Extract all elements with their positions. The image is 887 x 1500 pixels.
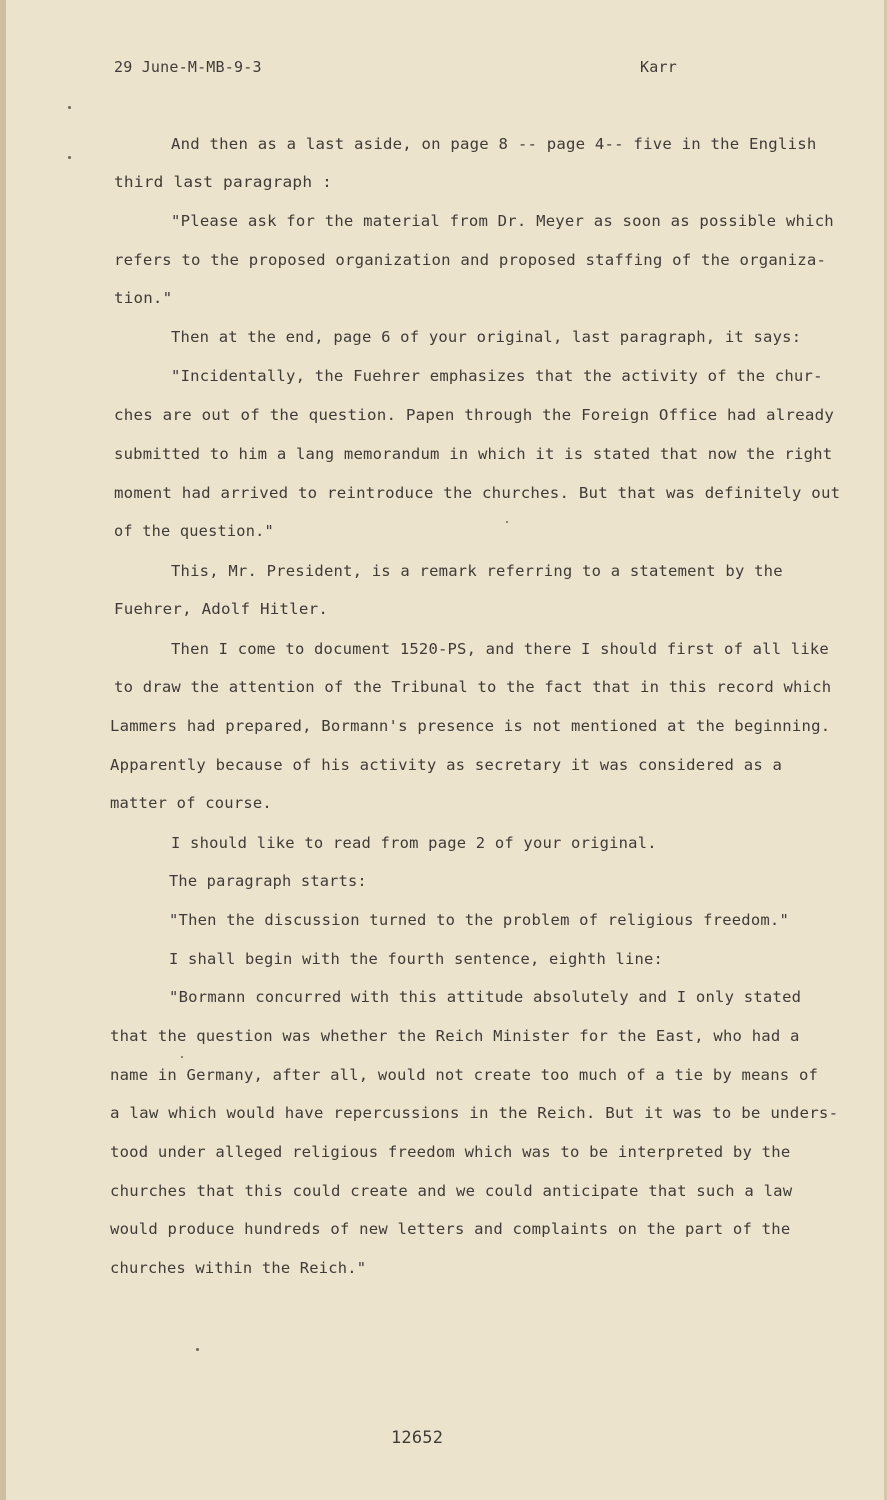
text-line: "Incidentally, the Fuehrer emphasizes that the activity of the chur-: [171, 367, 823, 385]
transcript-reference: 29 June-M-MB-9-3: [114, 58, 262, 76]
text-line: Then at the end, page 6 of your original, last paragraph, it says:: [171, 328, 802, 346]
text-line: submitted to him a lang memorandum in which it is stated that now the right: [114, 445, 833, 463]
text-line: tood under alleged religious freedom which was to be interpreted by the: [110, 1143, 791, 1161]
text-line: Lammers had prepared, Bormann's presence is not mentioned at the beginning.: [110, 717, 831, 735]
text-line: And then as a last aside, on page 8 -- page 4-- five in the English: [171, 135, 817, 153]
paper-speck: [196, 1348, 199, 1351]
text-line: ches are out of the question. Papen through the Foreign Office had already: [114, 406, 835, 424]
text-line: third last paragraph :: [114, 173, 333, 191]
text-line: name in Germany, after all, would not create too much of a tie by means of: [110, 1066, 819, 1084]
text-line: that the question was whether the Reich Minister for the East, who had a: [110, 1027, 800, 1045]
page-number: 12652: [391, 1428, 444, 1448]
text-line: I should like to read from page 2 of your original.: [171, 834, 657, 852]
text-line: "Please ask for the material from Dr. Meyer as soon as possible which: [171, 212, 834, 230]
text-line: churches within the Reich.": [110, 1259, 367, 1277]
paper-speck: [181, 1056, 183, 1058]
text-line: tion.": [114, 289, 173, 307]
text-line: "Bormann concurred with this attitude absolutely and I only stated: [169, 988, 802, 1006]
text-line: Then I come to document 1520-PS, and there I should first of all like: [171, 640, 829, 658]
paper-speck: [68, 156, 71, 159]
text-line: to draw the attention of the Tribunal to the fact that in this record which: [114, 678, 832, 696]
text-line: Fuehrer, Adolf Hitler.: [114, 600, 329, 618]
text-line: refers to the proposed organization and proposed staffing of the organiza-: [114, 251, 827, 269]
text-line: a law which would have repercussions in the Reich. But it was to be unders-: [110, 1104, 839, 1122]
text-line: churches that this could create and we could anticipate that such a law: [110, 1182, 793, 1200]
text-line: of the question.": [114, 522, 274, 540]
paper-speck: [506, 521, 508, 523]
text-line: I shall begin with the fourth sentence, eighth line:: [169, 950, 663, 968]
text-line: "Then the discussion turned to the problem of religious freedom.": [169, 911, 789, 929]
text-line: moment had arrived to reintroduce the churches. But that was definitely out: [114, 484, 841, 502]
text-line: This, Mr. President, is a remark referring to a statement by the: [171, 562, 783, 580]
text-line: The paragraph starts:: [169, 872, 367, 890]
paper-speck: [68, 106, 71, 109]
text-line: Apparently because of his activity as secretary it was considered as a: [110, 756, 783, 774]
text-line: would produce hundreds of new letters and complaints on the part of the: [110, 1220, 791, 1238]
text-line: matter of course.: [110, 794, 272, 812]
reporter-name: Karr: [640, 58, 677, 76]
